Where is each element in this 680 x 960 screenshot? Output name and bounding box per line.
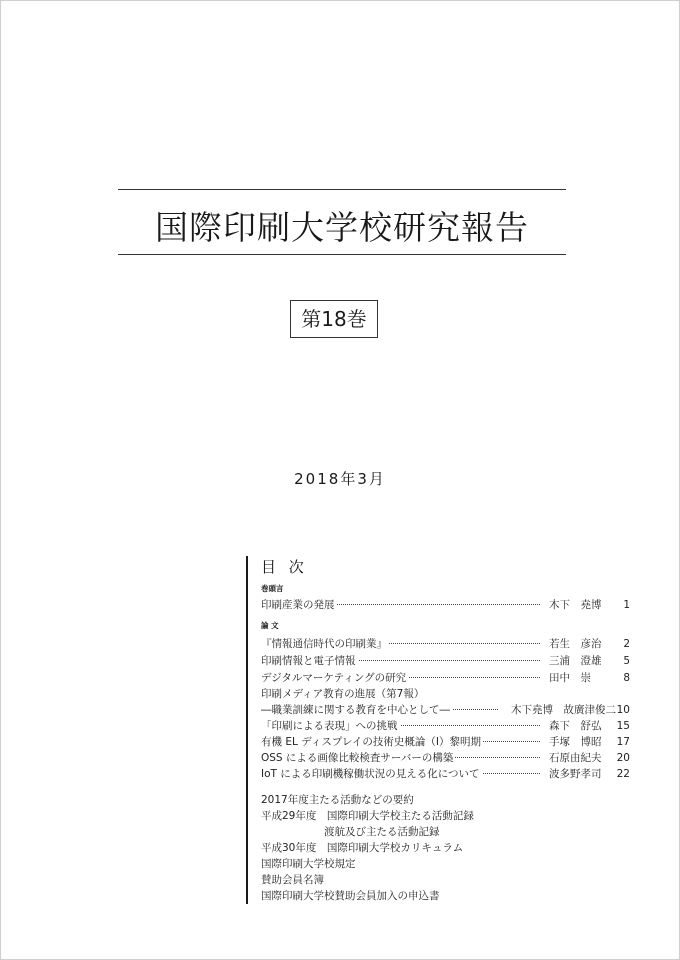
- publication-date: 2018年3月: [294, 470, 386, 488]
- toc-entry[interactable]: [261, 702, 630, 718]
- leader-dots: [401, 677, 540, 678]
- leader-dots: [373, 643, 540, 644]
- section-label-papers: 論 文: [261, 621, 279, 630]
- leader-dots: [453, 757, 540, 758]
- toc-entry-title: ―職業訓練に関する教育を中心として―: [261, 704, 450, 716]
- toc-entry-page: 20: [616, 752, 630, 764]
- toc-entry[interactable]: [261, 670, 630, 686]
- appendix-item[interactable]: 国際印刷大学校規定: [261, 858, 356, 870]
- toc-entry-page: 22: [616, 768, 630, 780]
- appendix-item[interactable]: 平成29年度 国際印刷大学校主たる活動記録: [261, 810, 474, 822]
- toc-entry-author: 若生 彦治: [549, 638, 602, 650]
- toc-entry-page: 15: [616, 720, 630, 732]
- toc-entry-author: 三浦 澄雄: [549, 655, 602, 667]
- toc-entry-author: 森下 舒弘: [549, 720, 602, 732]
- toc-entry[interactable]: [261, 686, 630, 702]
- toc-entry-title: 印刷メディア教育の進展（第7報）: [261, 688, 425, 700]
- toc-entry[interactable]: [261, 766, 630, 782]
- toc-entry-author: 石原由紀夫: [549, 752, 602, 764]
- toc-entry[interactable]: [261, 653, 630, 669]
- toc-entry-page: 1: [623, 599, 630, 611]
- toc-entry-page: 8: [623, 672, 630, 684]
- appendix-item[interactable]: 平成30年度 国際印刷大学校カリキュラム: [261, 842, 464, 854]
- toc-entry-title: 有機 EL ディスプレイの技術史概論（Ⅰ）黎明期: [261, 736, 481, 748]
- toc-entry-page: 2: [623, 638, 630, 650]
- toc-entry-title: 印刷産業の発展: [261, 599, 335, 611]
- toc-entry-author: 波多野孝司: [549, 768, 602, 780]
- toc-entry-page: 17: [616, 736, 630, 748]
- toc-entry-title: デジタルマーケティングの研究: [261, 672, 407, 684]
- toc-heading: 目 次: [261, 558, 308, 576]
- toc-entry[interactable]: [261, 718, 630, 734]
- leader-dots: [337, 604, 540, 605]
- toc-entry-author: 田中 崇: [549, 672, 591, 684]
- toc-entry-title: IoT による印刷機稼働状況の見える化について: [261, 768, 480, 780]
- toc-entry-author: 木下 堯博: [549, 599, 602, 611]
- toc-entry-title: 「印刷による表現」への挑戦: [261, 720, 398, 732]
- leader-dots: [355, 660, 540, 661]
- toc-entry-title: 『情報通信時代の印刷業』: [261, 638, 387, 650]
- toc-entry[interactable]: [261, 636, 630, 652]
- appendix-item[interactable]: 渡航及び主たる活動記録: [324, 826, 440, 838]
- toc-entry-author: 手塚 博昭: [549, 736, 602, 748]
- journal-title: 国際印刷大学校研究報告: [155, 208, 529, 247]
- leader-dots: [389, 725, 540, 726]
- toc-entry-page: 10: [616, 704, 630, 716]
- volume-label: 第18巻: [290, 300, 378, 338]
- leader-dots: [473, 741, 540, 742]
- section-label-foreword: 巻頭言: [261, 584, 284, 593]
- appendix-item[interactable]: 賛助会員名簿: [261, 874, 324, 886]
- toc-entry-author: 木下堯博 故廣津俊二: [511, 704, 616, 716]
- toc-entry[interactable]: [261, 734, 630, 750]
- table-of-contents: [246, 556, 630, 904]
- toc-entry[interactable]: [261, 597, 630, 613]
- toc-entry-title: OSS による画像比較検査サーバーの構築: [261, 752, 454, 764]
- toc-entry[interactable]: [261, 750, 630, 766]
- appendix-item[interactable]: 国際印刷大学校賛助会員加入の申込書: [261, 890, 440, 902]
- title-block: [118, 189, 566, 255]
- toc-entry-page: 5: [623, 655, 630, 667]
- toc-entry-title: 印刷情報と電子情報: [261, 655, 356, 667]
- appendix-item[interactable]: 2017年度主たる活動などの要約: [261, 794, 414, 806]
